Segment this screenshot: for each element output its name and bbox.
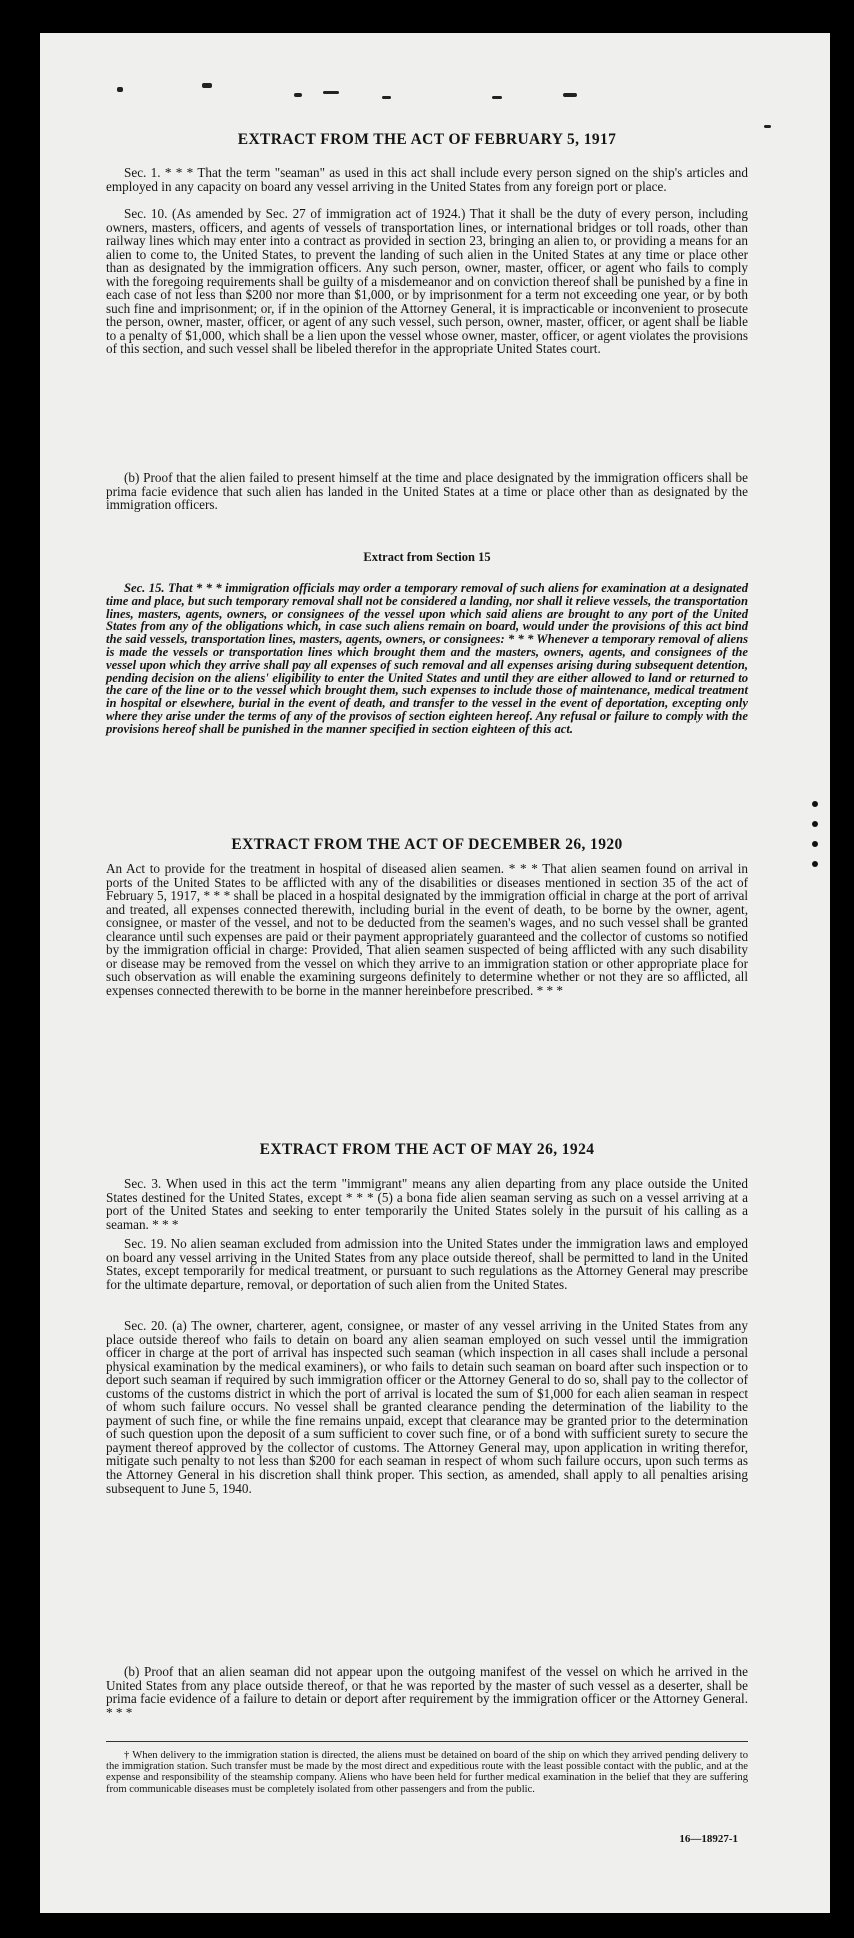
speck bbox=[294, 93, 302, 97]
heading-act-1920: EXTRACT FROM THE ACT OF DECEMBER 26, 1920 bbox=[231, 836, 623, 853]
speck bbox=[563, 93, 577, 97]
speck bbox=[202, 83, 212, 88]
paragraph-1924-proof: (b) Proof that an alien seaman did not appear upon the outgoing manifest of the vessel on which he arrived in the United States from any place outside thereof, or that he was reported by the master of such vessel as a deserter, shall be prima facie evidence of a failure to detain or deport after requirement by the immigration officer or the Attorney General. * * * bbox=[106, 1664, 748, 1720]
speck bbox=[117, 87, 123, 92]
paragraph-1917-section-1: Sec. 1. * * * That the term "seaman" as used in this act shall include every person signed on the ship's articles and employed in any capacity on board any vessel arriving in the United States from any foreign port or place. bbox=[106, 165, 748, 194]
speck bbox=[492, 96, 502, 99]
margin-dot bbox=[812, 861, 818, 867]
margin-dots bbox=[812, 801, 822, 881]
footnote: † When delivery to the immigration station is directed, the aliens must be detained on board of the ship on which they arrived pending delivery to the immigration station. Such transfer must be made by the most direct and expeditious route with the least possible contact with the public, and at the expense and responsibility of the steamship company. Aliens who have been held for further medical examination in the belief that they are suffering from communicable diseases must be completely isolated from other passengers and from the public. bbox=[106, 1750, 748, 1795]
speck bbox=[764, 125, 771, 128]
speck bbox=[323, 91, 339, 94]
paragraph-1924-section-20: Sec. 20. (a) The owner, charterer, agent, consignee, or master of any vessel arriving in the United States from any place outside thereof who fails to detain on board any alien seaman employed on such vessel until the immigration officer in charge at the port of arrival has inspected such seaman (which inspection in all cases shall include a personal physical examination by the medical examiners), or who fails to detain such seaman on board after such inspection or to deport such seaman if required by such immigration officer or the Attorney General to do so, shall pay to the collector of customs of the customs district in which the port of arrival is located the sum of $1,000 for each alien seaman in respect of whom such failure occurs. No vessel shall be granted clearance pending the determination of the liability to the payment of such fine, or while the fine remains unpaid, except that clearance may be granted prior to the determination of such question upon the deposit of a sum sufficient to cover such fine, or of a bond with sufficient surety to secure the payment thereof approved by the collector of customs. The Attorney General may, upon application in writing therefor, mitigate such penalty to not less than $200 for each seaman in respect of whom such failure occurs, upon such terms as the Attorney General in his discretion shall think proper. This section, as amended, shall apply to all penalties arising subsequent to June 5, 1940. bbox=[106, 1318, 748, 1496]
footnote-divider bbox=[106, 1741, 748, 1742]
paragraph-1920: An Act to provide for the treatment in hospital of diseased alien seamen. * * * That alien seamen found on arrival in ports of the United States to be afflicted with any of the disabilities or diseases mentioned in section 35 of the act of February 5, 1917, * * * shall be placed in a hospital designated by the immigration official in charge at the port of arrival and treated, all expenses connected therewith, including burial in the event of death, to be borne by the owner, agent, consignee, or master of the vessel, and not to be deducted from the seamen's wages, and no such vessel shall be granted clearance until such expenses are paid or their payment appropriately guaranteed and the collector of customs so notified by the immigration official in charge: Provided, That alien seamen suspected of being afflicted with any such disability or disease may be removed from the vessel on which they arrive to an immigration station or other appropriate place for such observation as will enable the examining surgeons definitely to determine whether or not they are so afflicted, all expenses connected therewith to be borne in the manner hereinbefore prescribed. * * * bbox=[106, 861, 748, 998]
paragraph-section-15: Sec. 15. That * * * immigration officials may order a temporary removal of such aliens for examination at a designated time and place, but such temporary removal shall not be considered a landing, nor shall it relieve vessels, the transportation lines, masters, agents, owners, or consignees of the vessel upon which said aliens are brought to any port of the United States from any of the obligations which, in case such aliens remain on board, would under the provisions of this act bind the said vessels, transportation lines, masters, agents, owners, or consignees: * * * Whenever a temporary removal of aliens is made the vessels or transportation lines which brought them and the masters, owners, agents, and consignees of the vessel upon which they arrive shall pay all expenses of such removal and all expenses arising during subsequent detention, pending decision on the aliens' eligibility to enter the United States and until they are either allowed to land or returned to the care of the line or to the vessel which brought them, such expenses to include those of maintenance, medical treatment in hospital or elsewhere, burial in the event of death, and transfer to the vessel in the event of deportation, excepting only where they arise under the terms of any of the provisos of section eighteen hereof. Any refusal or failure to comply with the provisions hereof shall be punished in the manner specified in section eighteen of this act. bbox=[106, 581, 748, 736]
margin-dot bbox=[812, 801, 818, 807]
subheading-section-15: Extract from Section 15 bbox=[363, 550, 491, 564]
paragraph-1924-section-3: Sec. 3. When used in this act the term "immigrant" means any alien departing from any place outside the United States destined for the United States, except * * * (5) a bona fide alien seaman serving as such on a vessel arriving at a port of the United States and seeking to enter temporarily the United States solely in the pursuit of his calling as a seaman. * * * bbox=[106, 1176, 748, 1232]
paragraph-1917-proof: (b) Proof that the alien failed to present himself at the time and place designated by the immigration officers shall be prima facie evidence that such alien has landed in the United States at a time or place other than as designated by the immigration officers. bbox=[106, 470, 748, 513]
heading-act-1917: EXTRACT FROM THE ACT OF FEBRUARY 5, 1917 bbox=[237, 131, 617, 148]
margin-dot bbox=[812, 821, 818, 827]
form-number: 16—18927-1 bbox=[679, 1833, 738, 1845]
scanned-page bbox=[40, 33, 830, 1913]
margin-dot bbox=[812, 841, 818, 847]
speck bbox=[382, 96, 391, 99]
paragraph-1917-section-10: Sec. 10. (As amended by Sec. 27 of immigration act of 1924.) That it shall be the duty of every person, including owners, masters, officers, and agents of vessels of transportation lines, or international bridges or toll roads, other than railway lines which may enter into a contract as provided in section 23, bringing an alien to, or providing a means for an alien to come to, the United States, to prevent the landing of such alien in the United States at any time or place other than as designated by the immigration officers. Any such person, owner, master, officer, or agent who fails to comply with the foregoing requirements shall be guilty of a misdemeanor and on conviction thereof shall be punished by a fine in each case of not less than $200 nor more than $1,000, or by imprisonment for a term not exceeding one year, or by both such fine and imprisonment; or, if in the opinion of the Attorney General, it is impracticable or inconvenient to prosecute the person, owner, master, officer, or agent of any such vessel, such person, owner, master, officer, or agent shall be liable to a penalty of $1,000, which shall be a lien upon the vessel whose owner, master, officer, or agent violates the provisions of this section, and such vessel shall be libeled therefor in the appropriate United States court. bbox=[106, 206, 748, 357]
paragraph-1924-section-19: Sec. 19. No alien seaman excluded from admission into the United States under the immigration laws and employed on board any vessel arriving in the United States from any place outside thereof, shall be permitted to land in the United States, except temporarily for medical treatment, or pursuant to such regulations as the Attorney General may prescribe for the ultimate departure, removal, or deportation of such alien from the United States. bbox=[106, 1236, 748, 1292]
heading-act-1924: EXTRACT FROM THE ACT OF MAY 26, 1924 bbox=[259, 1141, 595, 1158]
